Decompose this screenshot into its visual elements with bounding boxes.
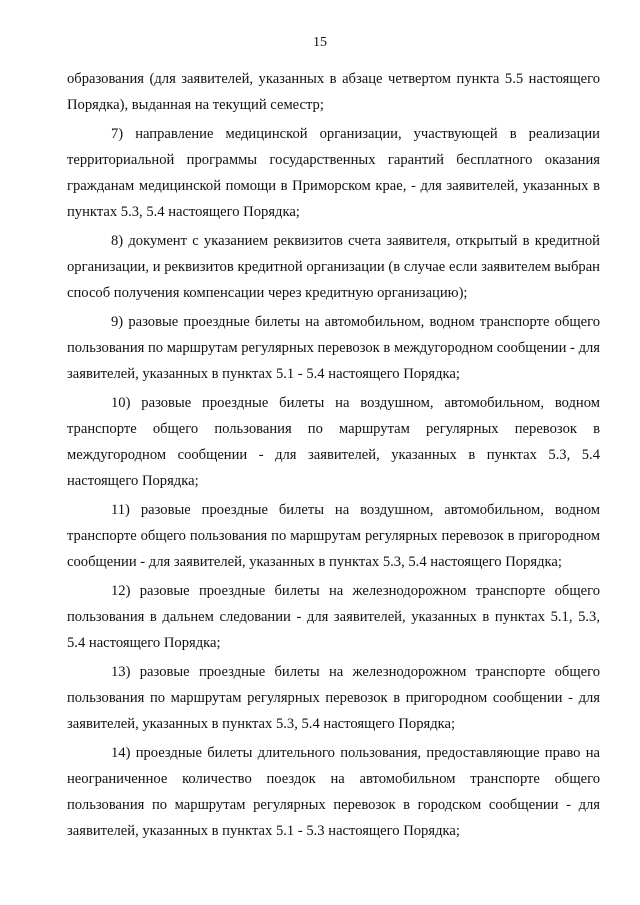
document-body — [67, 66, 600, 847]
paragraph-item-9: 9) разовые проездные билеты на автомобильном, водном транспорте общего пользования по маршрутам регулярных перевозок в междугородном сообщении - для заявителей, указанных в пунктах 5.1 - 5.4 настоящего Порядка; — [67, 314, 600, 382]
paragraph-item-10: 10) разовые проездные билеты на воздушном, автомобильном, водном транспорте общего пользования по маршрутам регулярных перевозок в междугородном сообщении - для заявителей, указанных в пунктах 5.3, 5.4 настоящего Порядка; — [67, 395, 600, 489]
paragraph-item-7: 7) направление медицинской организации, участвующей в реализации территориальной программы государственных гарантий бесплатного оказания гражданам медицинской помощи в Приморском крае, - для заявителей, указанных в пунктах 5.3, 5.4 настоящего Порядка; — [67, 126, 600, 220]
page-number: 15 — [313, 35, 327, 50]
paragraph-item-14: 14) проездные билеты длительного пользования, предоставляющие право на неограниченное количество поездок на автомобильном транспорте общего пользования по маршрутам регулярных перевозок в городском сообщении - для заявителей, указанных в пунктах 5.1 - 5.3 настоящего Порядка; — [67, 745, 600, 839]
paragraph-item-13: 13) разовые проездные билеты на железнодорожном транспорте общего пользования по маршрутам регулярных перевозок в пригородном сообщении - для заявителей, указанных в пунктах 5.3, 5.4 настоящего Порядка; — [67, 664, 600, 732]
paragraph-item-8: 8) документ с указанием реквизитов счета заявителя, открытый в кредитной организации, и реквизитов кредитной организации (в случае если заявителем выбран способ получения компенсации через кредитную организацию); — [67, 233, 600, 301]
paragraph-item-12: 12) разовые проездные билеты на железнодорожном транспорте общего пользования в дальнем следовании - для заявителей, указанных в пунктах 5.1, 5.3, 5.4 настоящего Порядка; — [67, 583, 600, 651]
paragraph-item-11: 11) разовые проездные билеты на воздушном, автомобильном, водном транспорте общего пользования по маршрутам регулярных перевозок в пригородном сообщении - для заявителей, указанных в пунктах 5.3, 5.4 настоящего Порядка; — [67, 502, 600, 570]
paragraph-continuation: образования (для заявителей, указанных в абзаце четвертом пункта 5.5 настоящего Порядка), выданная на текущий семестр; — [67, 71, 600, 113]
